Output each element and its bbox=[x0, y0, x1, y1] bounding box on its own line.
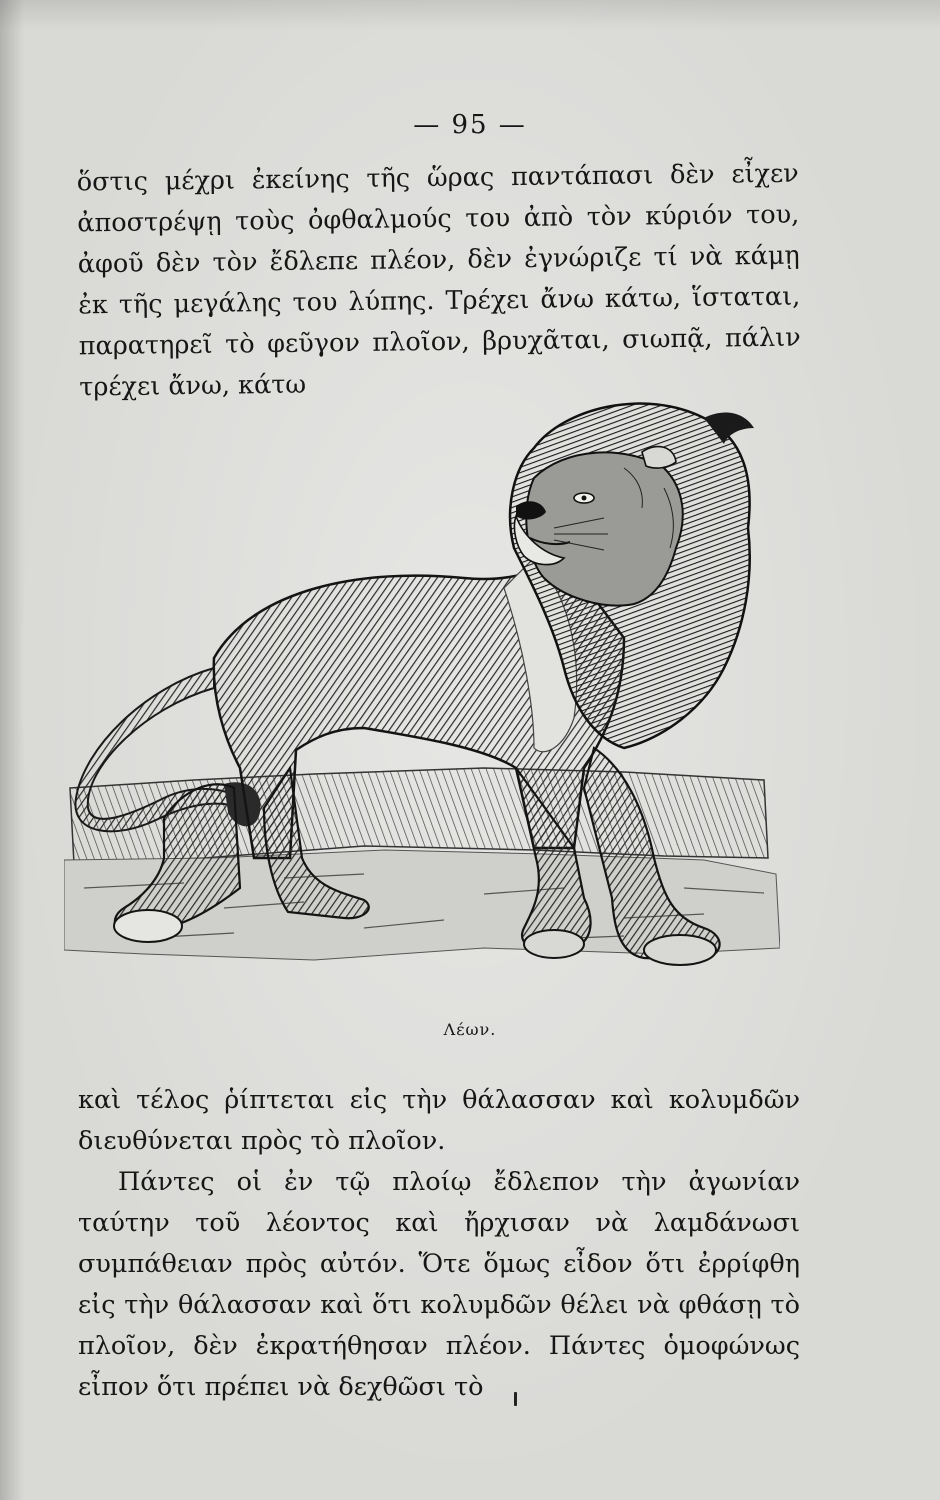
lion-paw-back bbox=[114, 910, 182, 942]
paragraph-continued: καὶ τέλος ῥίπτεται εἰς τὴν θάλασσαν καὶ κολυμδῶν διευθύνεται πρὸς τὸ πλοῖον. bbox=[78, 1085, 800, 1156]
lion-paw-front-left bbox=[524, 930, 584, 958]
paragraph-top: ὅστις μέχρι ἐκείνης τῆς ὥρας παντάπασι δὲν εἶχεν ἀποστρέψῃ τοὺς ὀφθαλμούς του ἀπὸ τὸν κύριόν του, ἀφοῦ δὲν τὸν ἔδλεπε πλέον, δὲν ἐγνώριζε τί νὰ κάμῃ ἐκ τῆς μεγάλης του λύπης. Τρέχει ἄνω κάτω, ἵσταται, παρατηρεῖ τὸ φεῦγον πλοῖον, βρυχᾶται, σιωπᾷ, πάλιν τρέχει ἄνω, κάτω bbox=[76, 158, 801, 403]
printer-mark bbox=[514, 1392, 517, 1406]
lion-head bbox=[526, 452, 682, 605]
lion-illustration bbox=[64, 388, 780, 1008]
figure-caption: Λέων. bbox=[443, 1020, 497, 1039]
lion-paw-front-right bbox=[644, 935, 716, 965]
page-number: — 95 — bbox=[413, 110, 527, 140]
paragraph-new: Πάντες οἱ ἐν τῷ πλοίῳ ἔδλεπον τὴν ἀγωνίαν ταύτην τοῦ λέοντος καὶ ἤρχισαν νὰ λαμδάνωσι συμπάθειαν πρὸς αὐτόν. Ὅτε ὅμως εἶδον ὅτι ἐρρίφθη εἰς τὴν θάλασσαν καὶ ὅτι κολυμδῶν θέλει νὰ φθάσῃ τὸ πλοῖον, δὲν ἐκρατήθησαν πλέον. Πάντες ὁμοφώνως εἶπον ὅτι πρέπει νὰ δεχθῶσι τὸ bbox=[78, 1167, 800, 1402]
